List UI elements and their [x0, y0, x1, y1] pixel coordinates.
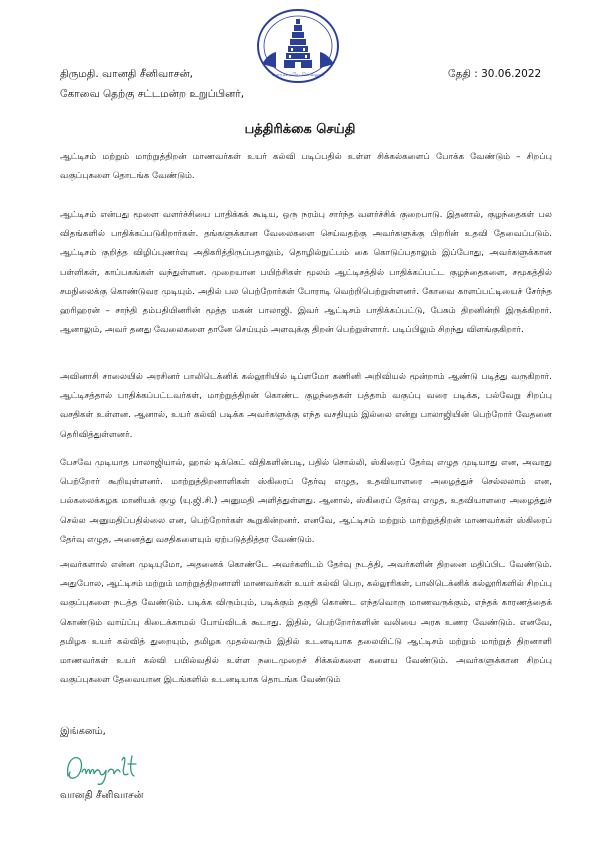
paragraph-2: அவினாசி சாலையில் அரசினர் பாலிடெக்னிக் கல்லூரியில் டிப்ளமோ கணினி அறிவியல் மூன்றாம் ஆண்டு படித்து வருகிறார். ஆட்டிசத்தால் பாதிக்கப்பட்டவர்கள், மாற்றுத்திறன் கொண்ட குழந்தைகள் பத்தாம் வகுப்பு வரை படிக்க, பல்வேறு சிறப்பு வசதிகள் உள்ளன. ஆனால், உயர் கல்வி படிக்க அவர்களுக்கு எந்த வசதியும் இல்லை என்று பாலாஜியின் பெற்றோர் வேதனை தெரிவித்துள்ளனர்.: [60, 372, 552, 440]
signer-name: வானதி சீனிவாசன்: [60, 790, 144, 801]
sender-block: [60, 64, 244, 104]
emblem-motto: வாய்மையே வெல்லும்: [272, 72, 324, 78]
page-title: பத்திரிக்கை செய்தி: [244, 122, 356, 137]
document-date: தேதி : 30.06.2022: [448, 68, 542, 80]
paragraph-4: அவர்களால் என்ன முடியுமோ, அதனைக் கொண்டே அவர்களிடம் தேர்வு நடத்தி, அவர்களின் திறனை மதிப்பிட வேண்டும். அதுபோல, ஆட்டிசம் மற்றும் மாற்றுத்திறனாளி மாணவர்கள் உயர் கல்வி பெற, கல்லூரிகள், பாலிடெக்னிக் கல்லூரிகளில் சிறப்பு வகுப்புகளை நடத்த வேண்டும். படிக்க விரும்பும், படிக்கும் தகுதி கொண்ட எந்தவொரு மாணவருக்கும், எந்தக் காரணத்தைக் கொண்டும் வாய்ப்பு கிடைக்காமல் போய்விடக் கூடாது. இதில், பெற்றோர்களின் வலியை அரசு உணர வேண்டும். எனவே, தமிழக உயர் கல்வித் துறையும், தமிழக முதல்வரும் இதில் உடனடியாக தலையிட்டு ஆட்டிசம் மற்றும் மாற்றுத் திறனாளி மாணவர்கள் உயர் கல்வி பயில்வதில் உள்ள நடைமுறைச் சிக்கல்களை களைய வேண்டும். அவர்களுக்கான சிறப்பு வகுப்புகளை தேவையான இடங்களில் உடனடியாக தொடங்க வேண்டும்: [60, 560, 552, 686]
paragraph-3: பேசவே முடியாத பாலாஜியால், ஹால் டிக்கெட் விதிகளின்படி, பதில் சொல்லி, ஸ்கிரைப் தேர்வு எழுத முடியாது என, அவரது பெற்றோர் கூறியுள்ளனர். மாற்றுத்திறனாளிகள் ஸ்கிரைப் தேர்வு எழுத, உதவியாளரை அழைத்துச் செல்லலாம் என, பல்கலைக்கழக மானியக் குழு (யு.ஜி.சி.) அனுமதி அளித்துள்ளது. ஆனால், ஸ்கிரைப் தேர்வு எழுத, உதவியாளரை அழைத்துச் செல்ல அனுமதிப்பதில்லை என, பெற்றோர்கள் கூறுகின்றனர். எனவே, ஆட்டிசம் மற்றும் மாற்றுத்திறன் மாணவர்கள் ஸ்கிரைப் தேர்வு எழுத, அனைத்து வசதிகளையும் ஏற்படுத்தித்தர வேண்டும்.: [60, 458, 552, 545]
handwritten-signature-icon: [62, 746, 182, 790]
closing-salutation: இங்கனம்,: [60, 726, 106, 737]
sender-name: திருமதி. வானதி சீனிவாசன்,: [60, 68, 193, 80]
subject-line: ஆட்டிசம் மற்றும் மாற்றுத்திறன் மாணவர்கள் உயர் கல்வி படிப்பதில் உள்ள சிக்கல்களைப் போக்க வேண்டும் – சிறப்பு வகுப்புகளை தொடங்க வேண்டும்.: [60, 152, 552, 182]
paragraph-1: ஆட்டிசம் என்பது மூளை வளர்ச்சியை பாதிக்கக் கூடிய, ஒரு நரம்பு சார்ந்த வளர்ச்சிக் குறைபாடு. இதனால், குழந்தைகள் பல விதங்களில் பாதிக்கப்படுகிறார்கள். தங்களுக்கான வேலைகளை செய்வதற்கு அவர்களுக்கு பிறரின் உதவி தேவைப்படும். ஆட்டிசம் குறித்த விழிப்புணர்வு அதிகரித்திருப்பதாலும், தொழில்நுட்பம் கை கொடுப்பதாலும் இப்போது, அவர்களுக்கான பள்ளிகள், காப்பகங்கள் வந்துள்ளன. முறையான பயிற்சிகள் மூலம் ஆட்டிசத்தில் பாதிக்கப்பட்ட குழந்தைகளை, சமூகத்தில் சமநிலைக்கு கொண்டுவர முடியும். அதில் பல பெற்றோர்கள் போராடி வெற்றிபெற்றுள்ளனர். கோவை காளப்பட்டியைச் சேர்ந்த ஹரிஹரன் – சாந்தி தம்பதியினரின் மூத்த மகன் பாலாஜி. இவர் ஆட்டிசம் பாதிக்கப்பட்டு, பேசும் திறனின்றி இருக்கிறார். ஆனாலும், அவர் தனது வேலைகளை தானே செய்யும் அளவுக்கு திறன் பெற்றுள்ளார். படிப்பிலும் சிறந்து விளங்குகிறார்.: [60, 210, 552, 336]
sender-designation: கோவை தெற்கு சட்டமன்ற உறுப்பினர்,: [60, 88, 245, 100]
